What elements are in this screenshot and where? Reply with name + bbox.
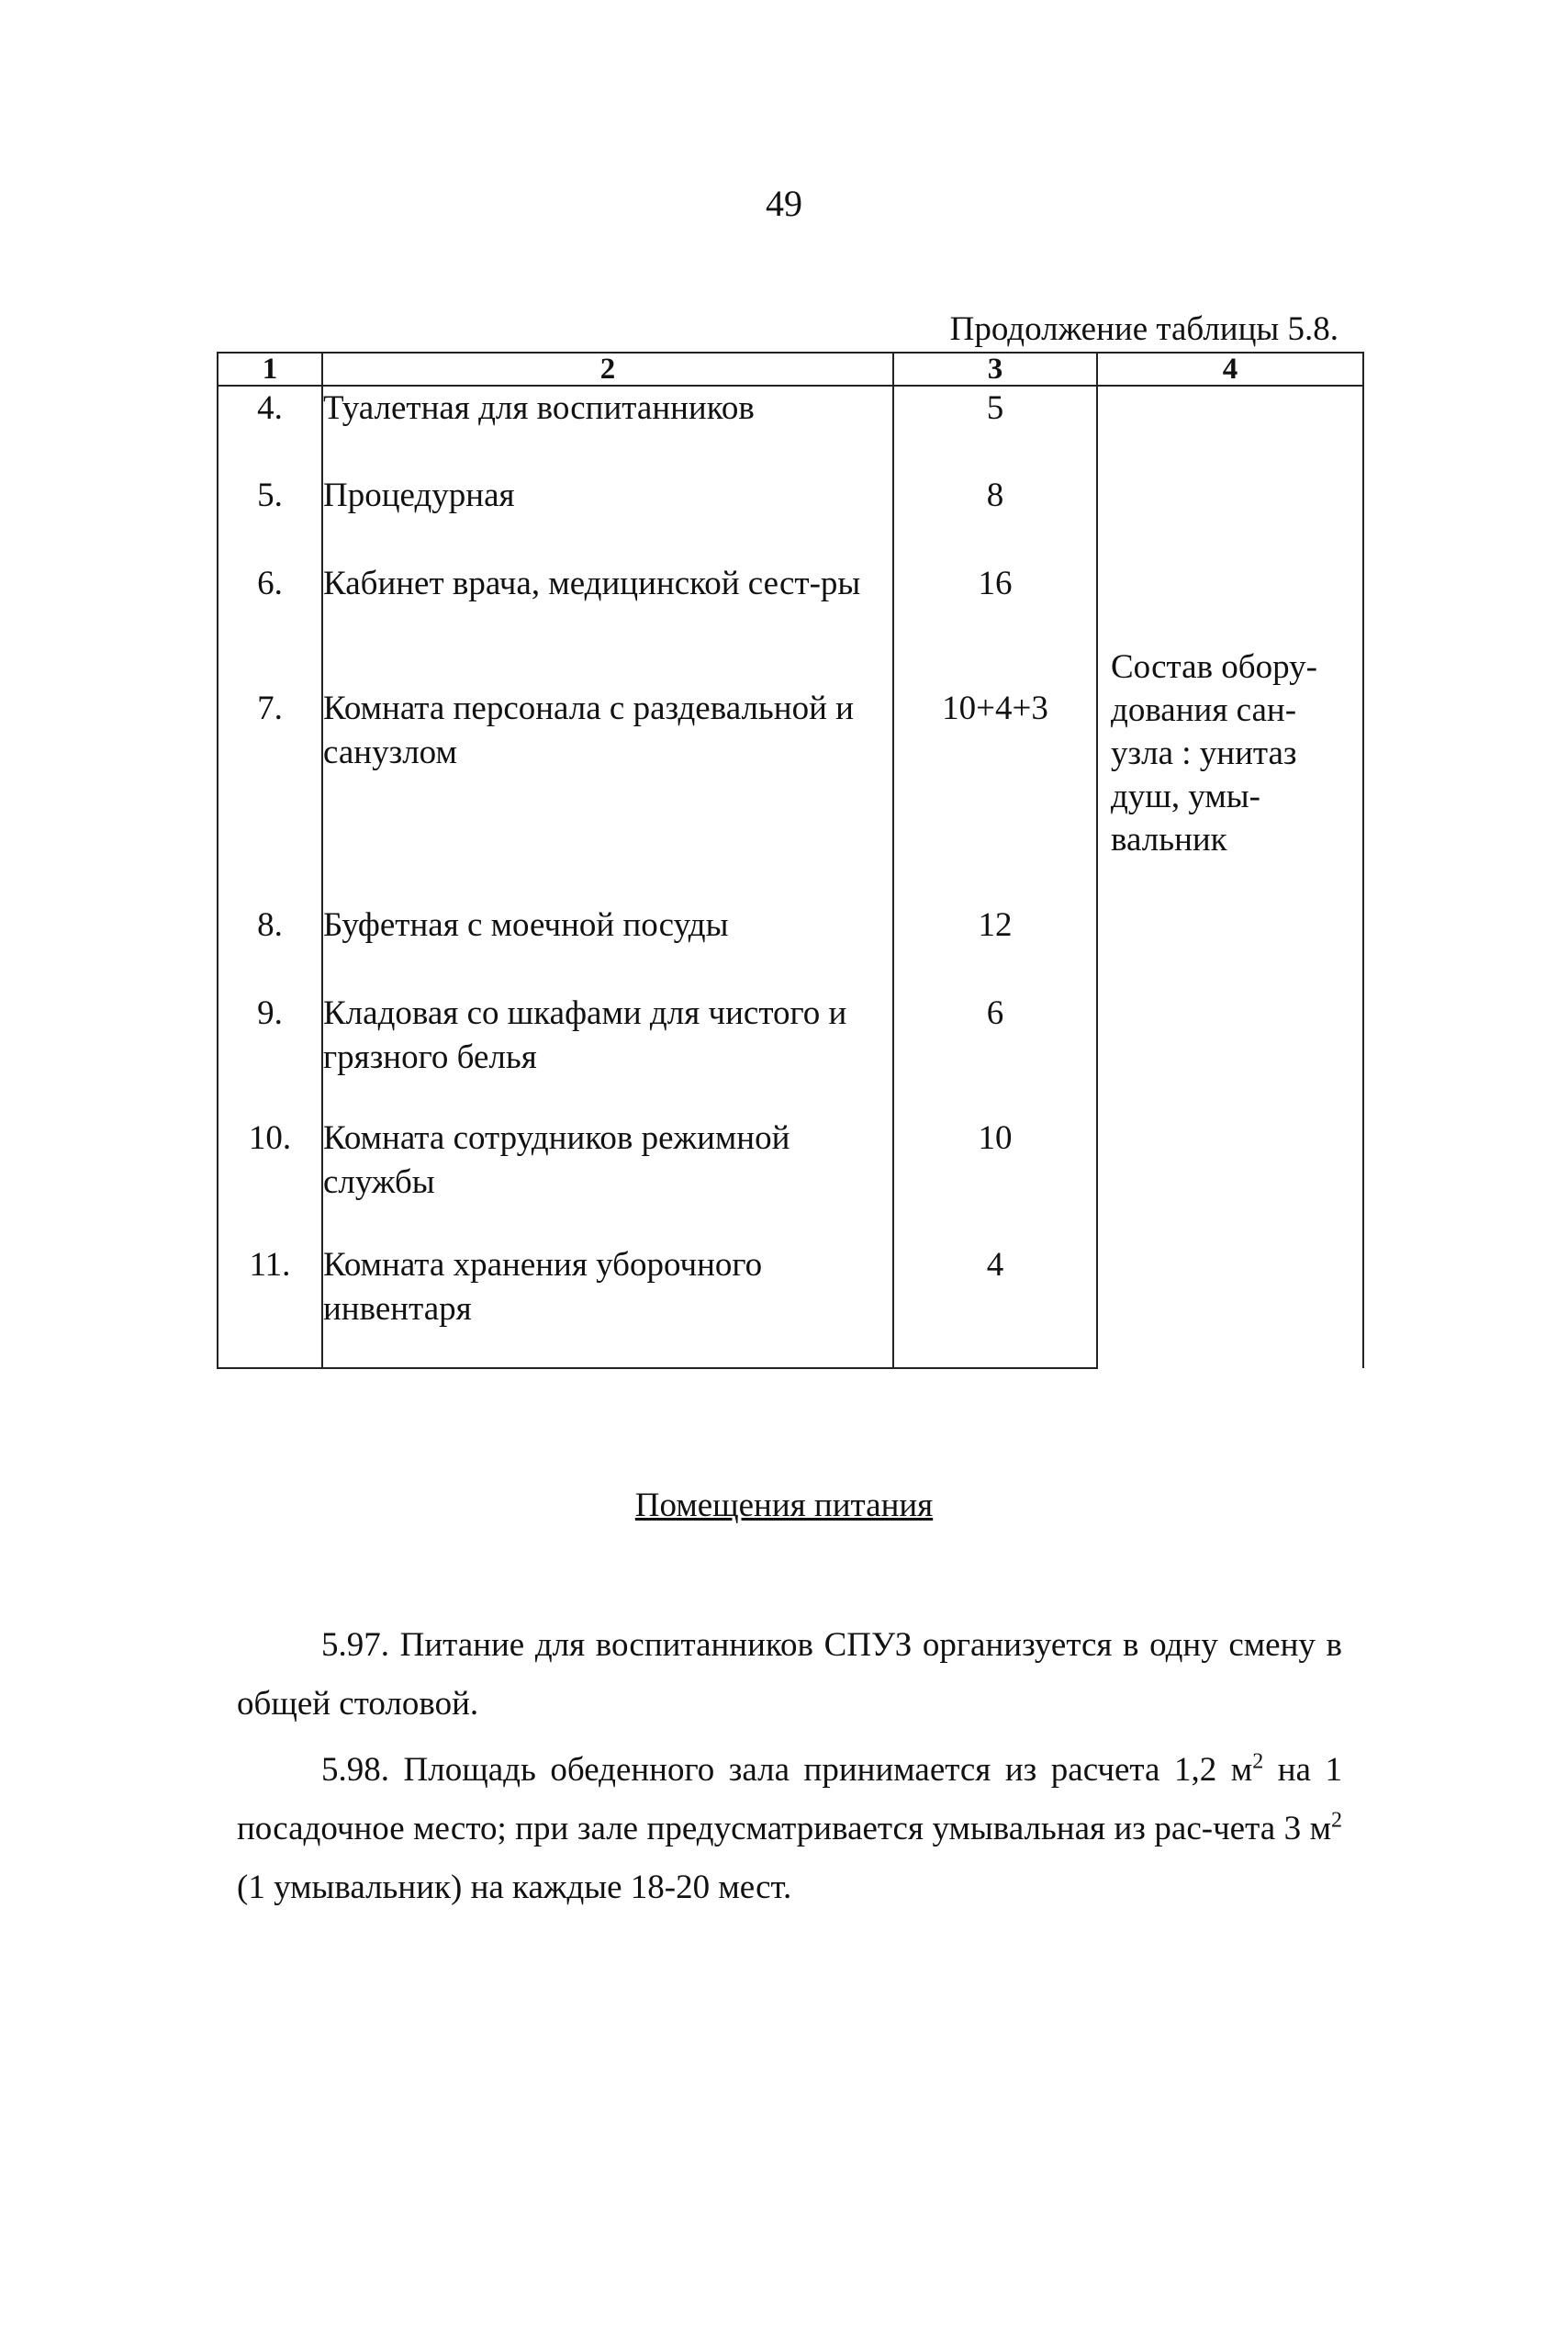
paragraph-5-97: 5.97. Питание для воспитанников СПУЗ организуется в одну смену в общей столовой. (237, 1626, 1342, 1723)
row-number: 6. (218, 562, 322, 687)
room-name: Кабинет врача, медицинской сест-ры (322, 562, 893, 687)
room-name: Кладовая со шкафами для чистого и грязного белья (322, 992, 893, 1117)
room-area: 8 (893, 474, 1097, 562)
rooms-table (217, 352, 1364, 1369)
paragraph-text: (1 умывальник) на каждые 18-20 мест. (237, 1869, 792, 1906)
room-area: 5 (893, 386, 1097, 474)
row-number: 11. (218, 1243, 322, 1368)
room-area: 16 (893, 562, 1097, 687)
paragraph-text: на 1 посадочное место; при зале предусматривается умывальная из рас-чета 3 м (237, 1751, 1342, 1847)
room-name: Комната хранения уборочного инвентаря (322, 1243, 893, 1368)
room-area: 10 (893, 1117, 1097, 1243)
note-cell (1097, 386, 1363, 1368)
column-header: 2 (322, 353, 893, 386)
paragraph-text: 5.98. Площадь обеденного зала принимается из расчета 1,2 м (321, 1751, 1253, 1789)
room-area: 10+4+3 (893, 687, 1097, 904)
row-number: 8. (218, 904, 322, 992)
room-name: Туалетная для воспитанников (322, 386, 893, 474)
column-header: 3 (893, 353, 1097, 386)
superscript: 2 (1252, 1749, 1264, 1774)
room-name: Буфетная с моечной посуды (322, 904, 893, 992)
column-header: 4 (1097, 353, 1363, 386)
table-header-row (218, 353, 1363, 386)
page-number: 49 (766, 183, 802, 224)
table-caption: Продолжение таблицы 5.8. (949, 310, 1338, 348)
room-area: 4 (893, 1243, 1097, 1368)
column-header: 1 (218, 353, 322, 386)
row-number: 10. (218, 1117, 322, 1243)
table-row (218, 386, 1363, 474)
room-area: 6 (893, 992, 1097, 1117)
room-name: Комната сотрудников режимной службы (322, 1117, 893, 1243)
room-name: Комната персонала с раздевальной и санузлом (322, 687, 893, 904)
note-text: Состав обору-дования сан-узла : унитаз душ, умы-вальник (1111, 648, 1317, 859)
room-area: 12 (893, 904, 1097, 992)
row-number: 5. (218, 474, 322, 562)
row-number: 4. (218, 386, 322, 474)
row-number: 9. (218, 992, 322, 1117)
room-name: Процедурная (322, 474, 893, 562)
paragraph-5-98 (237, 1741, 1342, 1917)
row-number: 7. (218, 687, 322, 904)
superscript: 2 (1331, 1808, 1342, 1833)
section-heading: Помещения питания (634, 1487, 934, 1524)
